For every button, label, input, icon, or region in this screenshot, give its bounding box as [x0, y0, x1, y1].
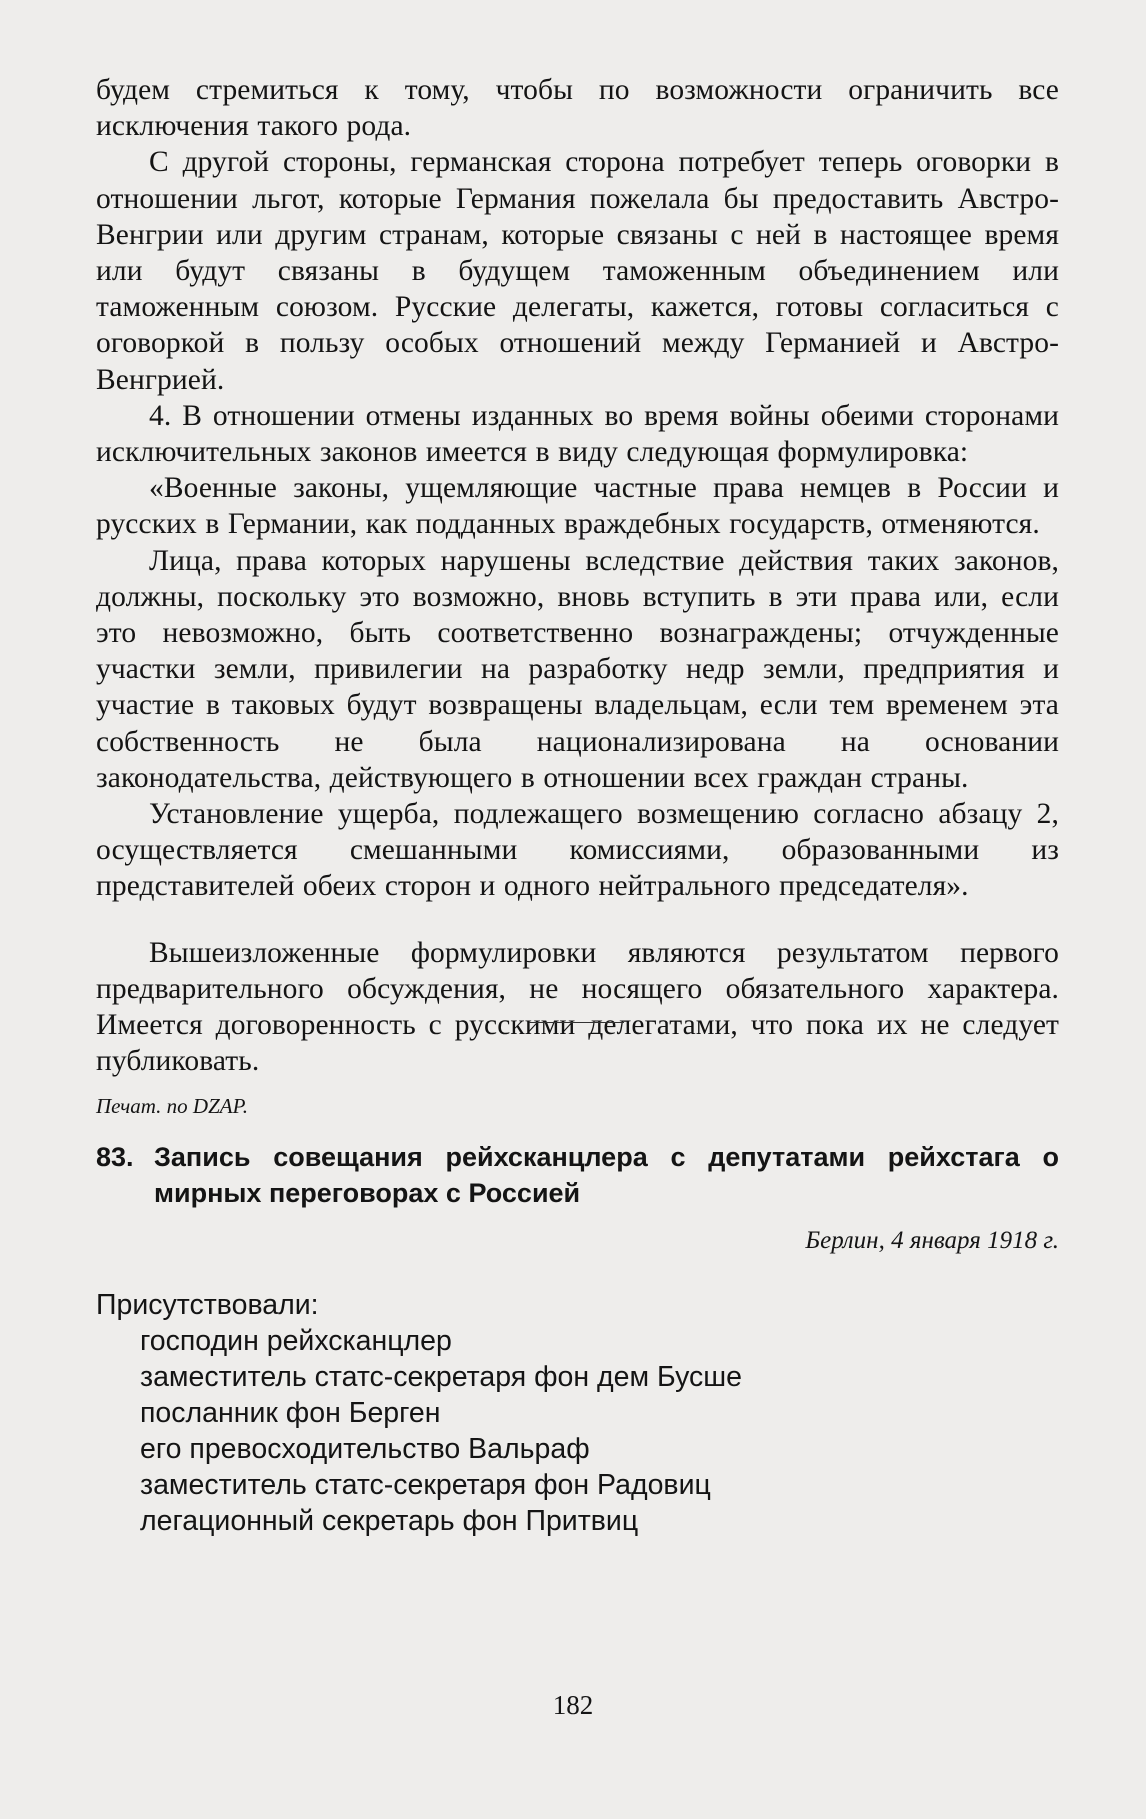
paragraph-quote-restitution: Лица, права которых нарушены вследствие действия таких законов, должны, поскольку это возможно, вновь вступить в эти права или, если это невозможно, быть соответственно вознаграждены; отчужденные участки земли, привилегии на разработку недр земли, предприятия и участие в таковых будут возвращены владельцам, если тем временем эта собственность не была национализирована на основании законодательства, действующего в отношении всех граждан страны. [96, 544, 1059, 794]
section-divider [529, 1022, 624, 1023]
attendee-item: господин рейхсканцлер [140, 1325, 452, 1358]
attendee-item: легационный секретарь фон Притвиц [140, 1505, 639, 1538]
paragraph-continuation: будем стремиться к тому, чтобы по возможности ограничить все исключения такого рода. [96, 74, 1059, 143]
dateline: Берлин, 4 января 1918 г. [805, 1227, 1059, 1255]
source-note: Печат. по DZAP. [96, 1094, 248, 1119]
attendee-item: заместитель статс-секретаря фон дем Бусше [140, 1361, 743, 1394]
paragraph-quote-commissions: Установление ущерба, подлежащего возмещению согласно абзацу 2, осуществляется смешанными комиссиями, образованными из представителей обеих сторон и одного нейтрального председателя». [96, 798, 1059, 903]
paragraph-conclusion: Вышеизложенные формулировки являются результатом первого предварительного обсуждения, не носящего обязательного характера. Имеется договоренность с русскими делегатами, что пока их не следует публиковать. [96, 936, 1059, 1078]
text-column [96, 72, 1059, 1539]
attendees-label: Присутствовали: [96, 1289, 319, 1322]
paragraph-quote-military-laws: «Военные законы, ущемляющие частные права немцев в России и русских в Германии, как подданных враждебных государств, отменяются. [96, 472, 1059, 541]
attendee-item: заместитель статс-секретаря фон Радовиц [140, 1469, 711, 1502]
attendee-item: посланник фон Берген [140, 1397, 441, 1430]
document-heading [96, 1139, 1059, 1211]
paragraph-point-4: 4. В отношении отмены изданных во время войны обеими сторонами исключительных законов имеется в виду следующая формулировка: [96, 399, 1059, 469]
attendees-block [96, 1287, 1059, 1539]
paragraph-customs-reservation: С другой стороны, германская сторона потребует теперь оговорки в отношении льгот, которые Германия пожелала бы предоставить Австро-Венгрии или другим странам, которые связаны с ней в настоящее время или будут связаны в будущем таможенным объединением или таможенным союзом. Русские делегаты, кажется, готовы согласиться с оговоркой в пользу особых отношений между Германией и Австро-Венгрией. [96, 146, 1059, 396]
document-number: 83. [96, 1142, 134, 1173]
page-number: 182 [552, 1690, 594, 1720]
document-title: Запись совещания рейхсканцлера с депутатами рейхстага о мирных переговорах с Россией [154, 1142, 1059, 1209]
attendee-item: его превосходительство Вальраф [140, 1433, 590, 1466]
